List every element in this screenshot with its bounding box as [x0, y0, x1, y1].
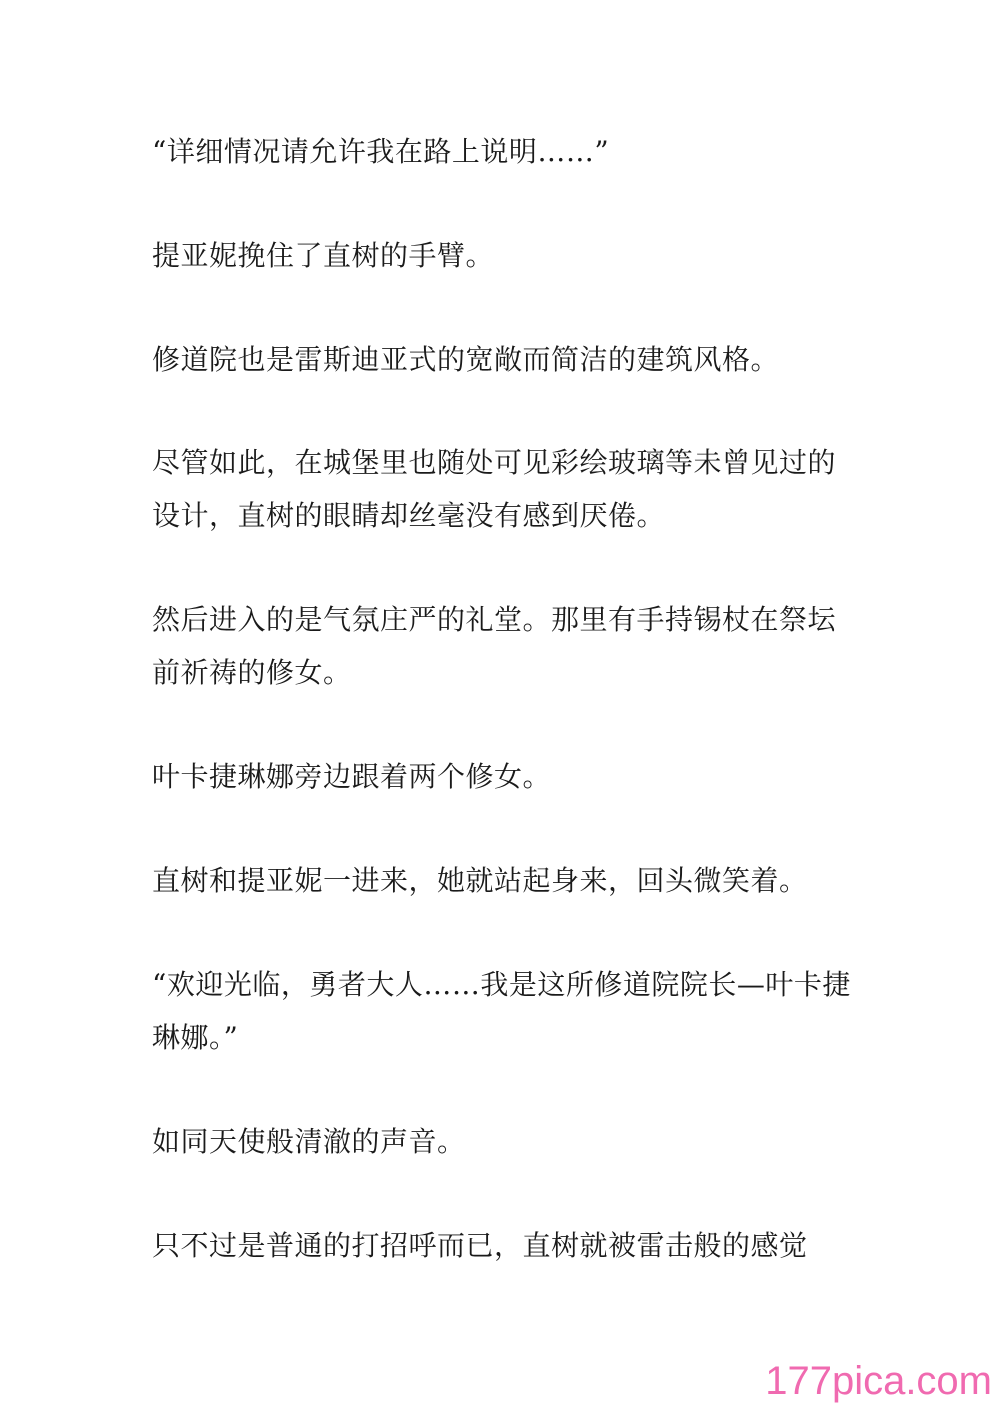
paragraph: 直树和提亚妮一进来，她就站起身来，回头微笑着。	[152, 864, 808, 897]
paragraph: 提亚妮挽住了直树的手臂。	[152, 239, 495, 272]
paragraph: 尽管如此，在城堡里也随处可见彩绘玻璃等未曾见过的设计，直树的眼睛却丝毫没有感到厌倦。	[152, 446, 837, 532]
paragraph: 叶卡捷琳娜旁边跟着两个修女。	[152, 760, 552, 793]
paragraph: 如同天使般清澈的声音。	[152, 1125, 466, 1158]
watermark-text: 177pica.com	[765, 1359, 992, 1403]
paragraph: 然后进入的是气氛庄严的礼堂。那里有手持锡杖在祭坛前祈祷的修女。	[152, 603, 837, 689]
paragraph: 修道院也是雷斯迪亚式的宽敞而简洁的建筑风格。	[152, 343, 780, 376]
paragraph: “欢迎光临，勇者大人……我是这所修道院院长—叶卡捷琳娜。”	[152, 968, 851, 1054]
paragraph: 只不过是普通的打招呼而已，直树就被雷击般的感觉	[152, 1229, 808, 1262]
paragraph: “详细情况请允许我在路上说明……”	[152, 135, 610, 168]
